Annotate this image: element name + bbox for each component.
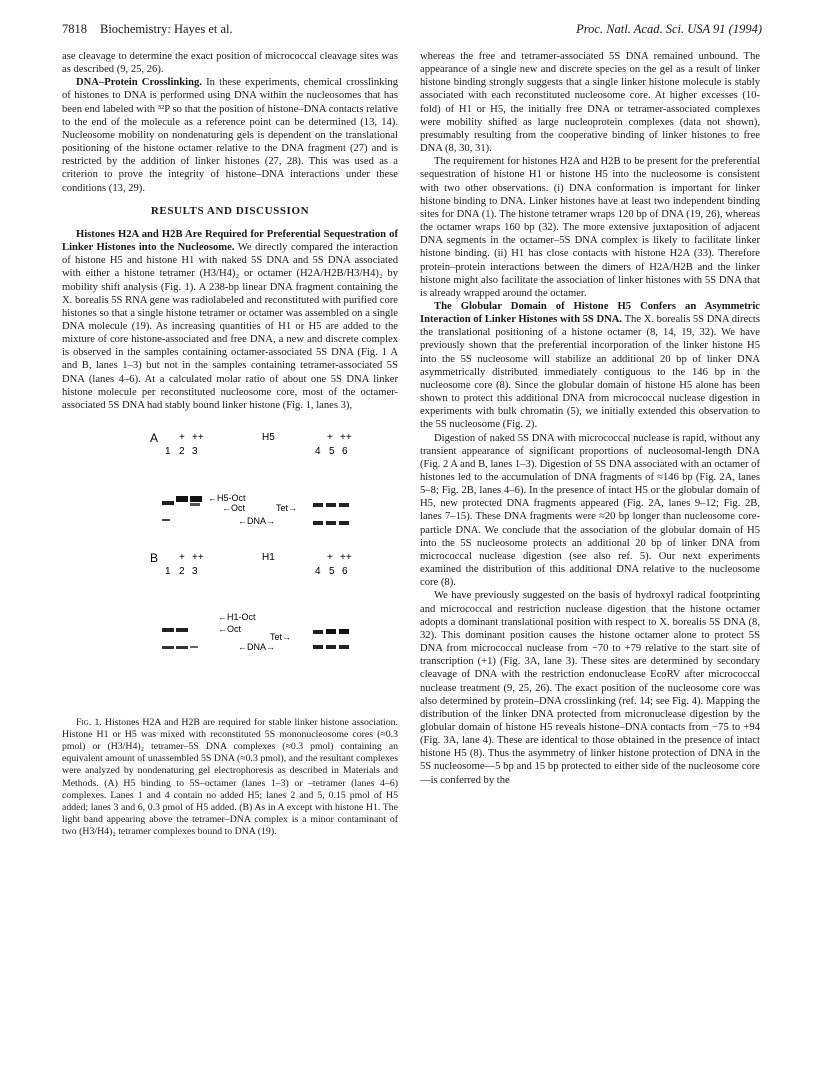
run-in-heading: DNA–Protein Crosslinking. <box>76 77 202 89</box>
lane-number: 3 <box>192 566 198 578</box>
paragraph-globular-domain <box>420 300 760 432</box>
panel-b-letter: B <box>150 551 159 566</box>
section-heading: RESULTS AND DISCUSSION <box>150 204 310 217</box>
panel-a-letter: A <box>150 431 159 446</box>
gel-band <box>162 628 174 632</box>
gel-band <box>326 629 336 634</box>
panel-a-conc: + <box>179 432 185 444</box>
figure-1-gel <box>62 424 398 709</box>
figure-1-caption <box>62 717 398 838</box>
panel-b-conc: + <box>327 552 333 564</box>
gel-image <box>62 424 398 709</box>
panel-b-conc: ++ <box>192 552 204 564</box>
left-column <box>62 50 398 838</box>
paragraph: We have previously suggested on the basis of hydroxyl radical footprinting and micrococcal and restriction nuclease digestion that the histone octamer adopts a dominant translational position with respect to X. borealis 5S DNA (8, 32). This dominant position causes the histone octamer alone to protect 5S DNA from micrococcal nuclease from −70 to +79 relative to the start site of transcription (+1) (Fig. 3A, lane 3). These sites are determined by secondary cleavage of DNA with the restriction endonuclease EcoRV after micrococcal nuclease treatment (9, 25, 26). The exact position of the nucleosome core was also determined by protein–DNA crosslinking (ref. 14; see Fig. 4). Mapping the distribution of the linker DNA protected from micronuclease digestion by the globular domain of histone H5 reveals histone–DNA contacts from −75 to +94 (Fig. 3A, lane 4). These are identical to those obtained in the presence of intact histone H5 (8). Thus the asymmetry of linker histone protection of DNA in the 5S nucleosome—5 bp and 15 bp protected to either side of the nucleosome core—is conferred by the <box>420 590 760 786</box>
lane-number: 6 <box>342 446 348 458</box>
lane-number: 4 <box>315 446 321 458</box>
gel-band <box>176 646 188 649</box>
gel-band <box>326 503 336 507</box>
gel-band <box>176 496 188 502</box>
lane-number: 1 <box>165 446 171 458</box>
band-label-dna: ←DNA→ <box>238 642 276 653</box>
paragraph-body: In these experiments, chemical crosslinking of histones to DNA is performed using DNA within the nucleosomes that has been end labeled with ³²P so that the position of histone–DNA contacts relative to the end of the molecule as a reference point can be determined (13, 14). Nucleosome mobility on nondenaturing gels is dependent on the translational positioning of the histone octamer relative to the DNA fragment (27) and is restricted by the addition of linker histones (27, 28). This was used as a criterion to prove the integrity of histone–DNA interactions under these conditions (13, 29). <box>62 77 398 194</box>
lane-number: 5 <box>329 446 335 458</box>
band-label-h5-oct: ←H5-Oct <box>208 493 246 504</box>
gel-band <box>326 645 336 649</box>
panel-b-conc: + <box>179 552 185 564</box>
panel-a-conc: ++ <box>340 432 352 444</box>
gel-band <box>162 501 174 505</box>
paragraph-h2a-h2b <box>62 228 398 412</box>
gel-band <box>339 521 349 525</box>
gel-band <box>339 503 349 507</box>
lane-number: 2 <box>179 446 185 458</box>
paragraph: Digestion of naked 5S DNA with micrococcal nuclease is rapid, without any transient appearance of significant proportions of nucleosomal-length DNA (Fig. 2 A and B, lanes 1–3). Digestion of 5S DNA associated with an octamer of histones led to the accumulation of DNA fragments of ≈146 bp (Fig. 2A, lanes 5–8; Fig. 2B, lanes 4–6). In the presence of intact H5 or the globular domain of H5, new protected DNA fragments appeared (Fig. 2A, lanes 9–12; Fig. 2B, lanes 7–15). These DNA fragments were ≈20 bp longer than nucleosome core-particle DNA. We conclude that the association of the globular domain of H5 into the 5S nucleosome protects an additional 20 bp of linker DNA from micrococcal nuclease digestion (see also ref. 5). Our next experiments examined the distribution of this additional DNA relative to the nucleosome core (8). <box>420 432 760 589</box>
caption-label: Fig. 1. <box>76 717 102 729</box>
gel-band <box>190 503 200 506</box>
band-label-oct: ←Oct <box>222 503 246 514</box>
gel-band <box>326 521 336 525</box>
lane-number: 6 <box>342 566 348 578</box>
gel-band <box>339 629 349 634</box>
caption-text: Histones H2A and H2B are required for stable linker histone association. Histone H1 or H5 was mixed with reconstituted 5S mononucleosome cores (≈0.3 pmol) or (H3/H4)₂ tetramer–5S DNA complexes (≈0.3 pmol) containing an equivalent amount of unassembled 5S DNA (≈0.3 pmol), and the resultant complexes were analyzed by nondenaturing gel electrophoresis as described in Materials and Methods. (A) H5 binding to 5S–octamer (lanes 1–3) or –tetramer (lanes 4–6) complexes. Lanes 1 and 4 contain no added H5; lanes 2 and 5, 0.15 pmol of H5 added; lanes 3 and 6, 0.3 pmol of H5 added. (B) As in A except with histone H1. The light band appearing above the tetramer–DNA complex is a minor contaminant of two (H3/H4)₂ tetramer complexes bound to DNA (19). <box>62 717 398 837</box>
gel-band <box>313 521 323 525</box>
paragraph: ase cleavage to determine the exact position of micrococcal cleavage sites was as described (9, 25, 26). <box>62 51 398 76</box>
lane-number: 2 <box>179 566 185 578</box>
gel-band <box>313 630 323 634</box>
paragraph: whereas the free and tetramer-associated 5S DNA remained unbound. The appearance of a single new and discrete species on the gel as a result of linker histone binding strongly suggests that a single linker histone molecule is stably associated with each reconstituted nucleosome core. At higher excesses (10-fold) of H1 or H5, the initially free DNA or tetramer-associated complexes were mobility shifted as large nucleoprotein complexes (data not shown), presumably resulting from the cooperative binding of linker histones to free DNA (8, 30, 31). <box>420 51 760 155</box>
lane-number: 5 <box>329 566 335 578</box>
lane-number: 1 <box>165 566 171 578</box>
paragraph-crosslinking <box>62 76 398 194</box>
gel-band <box>339 645 349 649</box>
gel-band <box>190 646 198 648</box>
paragraph-body: The X. borealis 5S DNA directs the translational positioning of a histone octamer (8, 14, 19, 32). We have previously shown that the preferential incorporation of the linker histone H5 into the 5S nucleosome will stabilize an additional 20 bp of linker DNA asymmetrically distributed immediately contiguous to the 146 bp in the nucleosome core (8). Since the globular domain of histone H5 alone has been shown to protect this additional DNA from micrococcal nuclease digestion in experiments with bulk chromatin (5), we initially extended this observation to the 5S nucleosome (Fig. 2). <box>420 314 760 431</box>
gel-band <box>162 519 170 521</box>
running-head-left: Biochemistry: Hayes et al. <box>100 22 233 36</box>
panel-b-conc: ++ <box>340 552 352 564</box>
gel-band <box>162 646 174 649</box>
gel-band <box>313 645 323 649</box>
band-label-tet: Tet→ <box>270 632 292 643</box>
panel-a-conc: + <box>327 432 333 444</box>
right-column <box>420 50 760 787</box>
band-label-h1-oct: ←H1-Oct <box>218 612 256 623</box>
lane-number: 3 <box>192 446 198 458</box>
paragraph-body: We directly compared the interaction of histone H5 and histone H1 with naked 5S DNA and 5S DNA associated with either a histone tetramer (H3/H4)₂ or octamer (H2A/H2B/H3/H4)₂ by mobility shift analysis (Fig. 1). A 238-bp linear DNA fragment containing the X. borealis 5S RNA gene was radiolabeled and reconstituted with purified core histones so that a single histone tetramer or octamer was assembled on a single DNA molecule (19). As increasing quantities of H1 or H5 are added to the mixture of core histone-associated and free DNA, a new and discrete complex is observed in the samples containing octamer-associated 5S DNA (Fig. 1 A and B, lanes 1–3) but not in the samples containing tetramer-associated 5S DNA (lanes 4–6). At a calculated molar ratio of about one 5S DNA linker histone molecule per reconstituted nucleosome core, most of the octamer-associated 5S DNA had stably bound linker histone (Fig. 1, lanes 3), <box>62 242 399 411</box>
paragraph: The requirement for histones H2A and H2B to be present for the preferential sequestration of histone H1 or histone H5 into the nucleosome is consistent with two other observations. (i) DNA conformation is important for linker histone binding to DNA. Linker histones have at least two independent binding sites for DNA (1). The histone tetramer wraps 120 bp of DNA (19, 26), whereas the octamer wraps 160 bp (32). The more extensive juxtaposition of adjacent DNA segments in the octamer–5S DNA complex is likely to facilitate linker histone binding. (ii) H1 has close contacts with histone H2A (33). Therefore protein–protein interactions between the dimers of H2A/H2B and the linker histone might also facilitate the association of linker histones with 5S DNA that is already wrapped around the octamer. <box>420 156 760 299</box>
run-in-heading: The Globular Domain of Histone H5 Confers an Asymmetric Interaction of Linker Histones with 5S DNA. <box>420 300 760 326</box>
band-label-oct: ←Oct <box>218 624 242 635</box>
panel-a-conc: ++ <box>192 432 204 444</box>
running-header <box>62 22 762 42</box>
band-label-tet: Tet→ <box>276 503 298 514</box>
gel-band <box>313 503 323 507</box>
band-label-dna: ←DNA→ <box>238 516 276 527</box>
gel-band <box>190 496 202 502</box>
page-number: 7818 <box>62 22 87 36</box>
running-head-right: Proc. Natl. Acad. Sci. USA 91 (1994) <box>576 22 762 36</box>
lane-number: 4 <box>315 566 321 578</box>
panel-a-protein: H5 <box>262 432 275 444</box>
run-in-heading: Histones H2A and H2B Are Required for Preferential Sequestration of Linker Histones into the Nucleosome. <box>62 228 398 254</box>
panel-b-protein: H1 <box>262 552 275 564</box>
gel-band <box>176 628 188 632</box>
